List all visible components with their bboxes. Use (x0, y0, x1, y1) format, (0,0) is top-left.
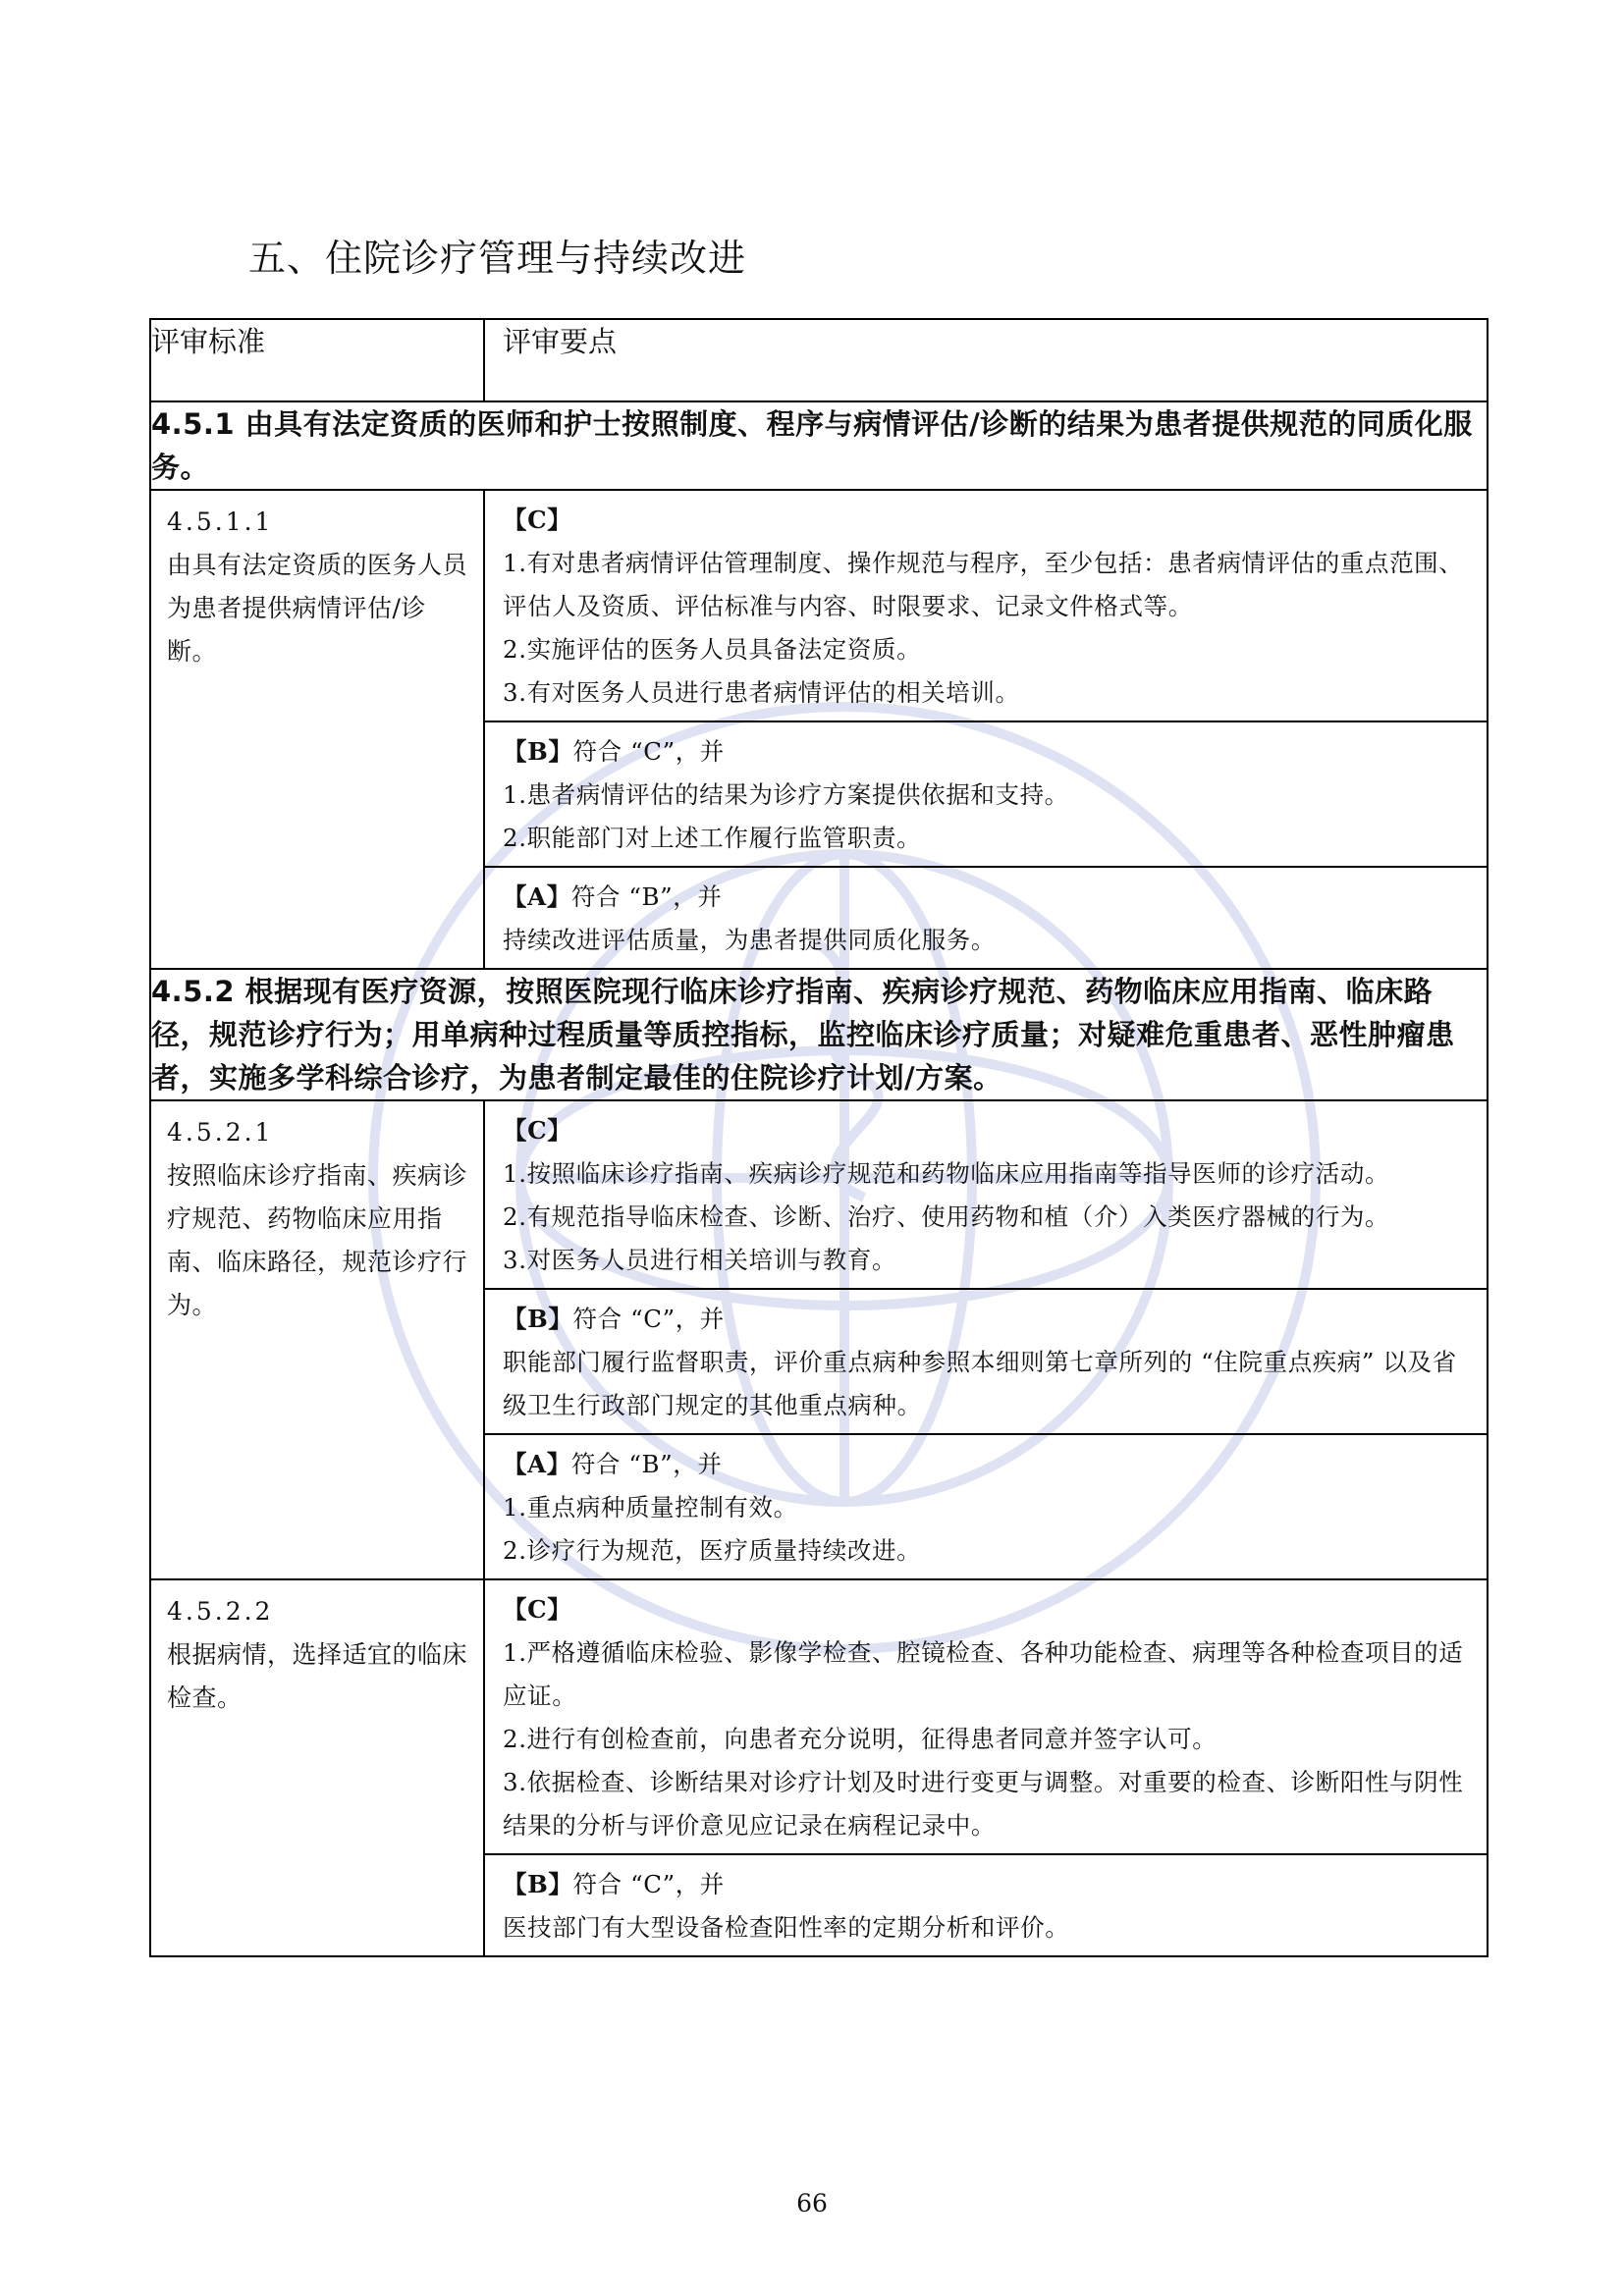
header-key-points: 评审要点 (484, 319, 1488, 401)
standard-code: 4.5.2.1 (167, 1118, 274, 1147)
standard-text: 按照临床诊疗指南、疾病诊疗规范、药物临床应用指南、临床路径，规范诊疗行为。 (167, 1161, 468, 1319)
header-standard: 评审标准 (150, 319, 484, 401)
grade-line: 1.患者病情评估的结果为诊疗方案提供依据和支持。 (503, 780, 1069, 809)
grade-label: 【C】 (503, 506, 572, 534)
grade-b-cell (484, 721, 1488, 867)
grade-b-cell (484, 1289, 1488, 1434)
section-heading: 4.5.2 根据现有医疗资源，按照医院现行临床诊疗指南、疾病诊疗规范、药物临床应用指南、临床路径，规范诊疗行为；用单病种过程质量等质控指标，监控临床诊疗质量；对疑难危重患者、恶性肿瘤患者，实施多学科综合诊疗，为患者制定最佳的住院诊疗计划/方案。 (150, 969, 1488, 1100)
table-row (150, 1579, 1488, 1854)
standard-code: 4.5.2.2 (167, 1597, 274, 1626)
grade-label: 【B】符合 “C”，并 (503, 737, 725, 766)
grade-line: 1.按照临床诊疗指南、疾病诊疗规范和药物临床应用指南等指导医师的诊疗活动。 (503, 1159, 1390, 1188)
standard-cell (150, 1579, 484, 1956)
grade-b-cell (484, 1854, 1488, 1956)
grade-label: 【C】 (503, 1595, 572, 1624)
grade-line: 3.依据检查、诊断结果对诊疗计划及时进行变更与调整。对重要的检查、诊断阳性与阴性结果的分析与评价意见应记录在病程记录中。 (503, 1768, 1464, 1840)
grade-line: 2.有规范指导临床检查、诊断、治疗、使用药物和植（介）入类医疗器械的行为。 (503, 1202, 1390, 1231)
grade-label: 【B】符合 “C”，并 (503, 1870, 725, 1898)
standard-text: 根据病情，选择适宜的临床检查。 (167, 1640, 468, 1712)
grade-line: 3.对医务人员进行相关培训与教育。 (503, 1246, 897, 1274)
standard-text: 由具有法定资质的医务人员为患者提供病情评估/诊断。 (167, 551, 468, 666)
section-heading: 4.5.1 由具有法定资质的医师和护士按照制度、程序与病情评估/诊断的结果为患者提供规范的同质化服务。 (150, 401, 1488, 490)
grade-line: 职能部门履行监督职责，评价重点病种参照本细则第七章所列的 “住院重点疾病” 以及省级卫生行政部门规定的其他重点病种。 (503, 1348, 1457, 1419)
grade-label: 【A】符合 “B”，并 (503, 1450, 723, 1478)
standard-cell (150, 1100, 484, 1579)
grade-a-cell (484, 867, 1488, 969)
grade-line: 1.重点病种质量控制有效。 (503, 1493, 798, 1522)
grade-line: 持续改进评估质量，为患者提供同质化服务。 (503, 926, 996, 954)
grade-line: 2.进行有创检查前，向患者充分说明，征得患者同意并签字认可。 (503, 1725, 1218, 1753)
grade-line: 医技部门有大型设备检查阳性率的定期分析和评价。 (503, 1913, 1070, 1942)
grade-c-cell (484, 490, 1488, 721)
grade-a-cell (484, 1434, 1488, 1579)
grade-c-cell (484, 1579, 1488, 1854)
section-heading-row (150, 401, 1488, 490)
grade-line: 3.有对医务人员进行患者病情评估的相关培训。 (503, 678, 1020, 707)
table-row (150, 490, 1488, 721)
grade-line: 2.职能部门对上述工作履行监管职责。 (503, 824, 922, 852)
grade-label: 【A】符合 “B”，并 (503, 882, 723, 911)
grade-line: 1.严格遵循临床检验、影像学检查、腔镜检查、各种功能检查、病理等各种检查项目的适应证。 (503, 1638, 1464, 1710)
table-row (150, 1100, 1488, 1289)
grade-label: 【B】符合 “C”，并 (503, 1305, 725, 1333)
grade-label: 【C】 (503, 1116, 572, 1145)
grade-line: 2.实施评估的医务人员具备法定资质。 (503, 635, 922, 664)
standard-cell (150, 490, 484, 969)
grade-c-cell (484, 1100, 1488, 1289)
page-number: 66 (796, 2189, 828, 2217)
section-heading-row (150, 969, 1488, 1100)
table-header-row (150, 319, 1488, 401)
standard-code: 4.5.1.1 (167, 507, 274, 536)
grade-line: 2.诊疗行为规范，医疗质量持续改进。 (503, 1536, 922, 1565)
section-title: 五、住院诊疗管理与持续改进 (248, 237, 747, 280)
grade-line: 1.有对患者病情评估管理制度、操作规范与程序，至少包括：患者病情评估的重点范围、评估人及资质、评估标准与内容、时限要求、记录文件格式等。 (503, 549, 1464, 620)
standards-table (149, 318, 1489, 1957)
